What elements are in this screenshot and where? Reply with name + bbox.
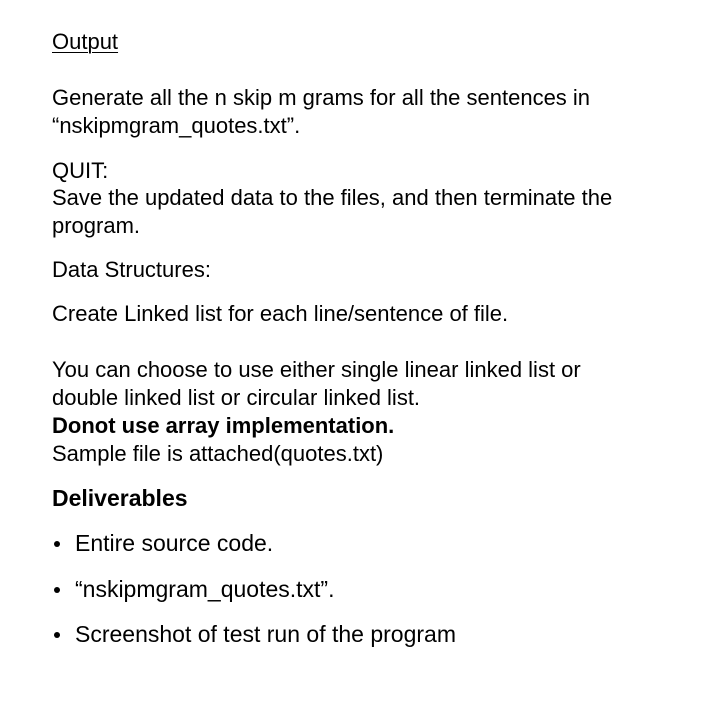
quit-line-2: program. (52, 213, 141, 238)
list-item-text: “nskipmgram_quotes.txt”. (75, 576, 335, 602)
data-structures-label: Data Structures: (52, 257, 211, 282)
linked-list-line: Create Linked list for each line/sentence of file. (52, 301, 509, 326)
bold-note: Donot use array implementation. (52, 413, 395, 438)
choose-line-1: You can choose to use either single linear linked list or (52, 357, 581, 382)
list-item-text: Entire source code. (75, 530, 274, 556)
deliverables-heading: Deliverables (52, 485, 188, 511)
choose-line-2: double linked list or circular linked list. (52, 385, 421, 410)
quit-line-1: Save the updated data to the files, and then terminate the (52, 185, 613, 210)
generate-line-1: Generate all the n skip m grams for all the sentences in (52, 85, 591, 110)
quit-label: QUIT: (52, 158, 109, 183)
generate-line-2: “nskipmgram_quotes.txt”. (52, 113, 301, 138)
sample-file-line: Sample file is attached(quotes.txt) (52, 441, 384, 466)
output-heading: Output (52, 29, 119, 54)
list-item-text: Screenshot of test run of the program (75, 621, 456, 647)
